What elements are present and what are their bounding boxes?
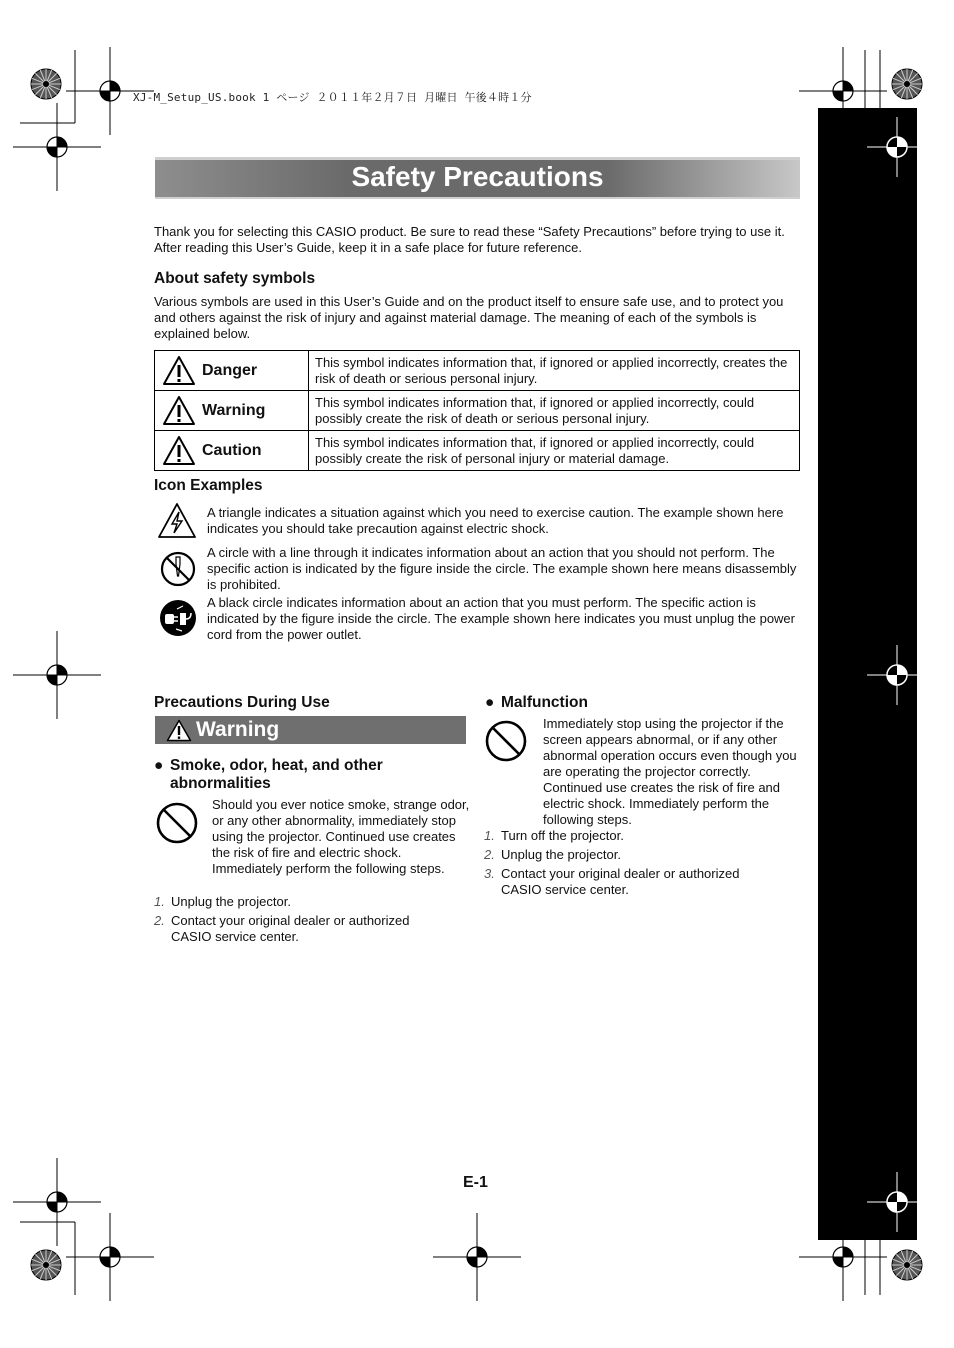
list-item: 1. Turn off the projector. [484, 828, 624, 843]
table-row [155, 431, 800, 471]
no-disassembly-icon [159, 550, 197, 588]
print-header: XJ-M_Setup_US.book 1 ページ ２０１１年２月７日 月曜日 午後４時１分 [133, 91, 532, 104]
electric-shock-triangle-icon [157, 502, 197, 540]
about-text: Various symbols are used in this User’s Guide and on the product itself to ensure safe use, and to protect you and others against the risk of injury and against material damage. The meaning of each of the symbols is explained below. [154, 294, 784, 341]
list-item: 2. Contact your original dealer or authorized CASIO service center. [154, 913, 410, 944]
warning-label: Warning [202, 401, 266, 419]
list-item: 3. Contact your original dealer or authorized CASIO service center. [484, 866, 740, 897]
about-heading: About safety symbols [154, 270, 316, 287]
malfunction-heading: Malfunction [501, 694, 588, 711]
bullet-icon: ● [154, 757, 164, 774]
warning-banner-label: Warning [196, 718, 280, 741]
icon-example-text: A triangle indicates a situation against which you need to exercise caution. The example shown here indicates you should take precaution against electric shock. [207, 505, 784, 536]
prohibited-icon [484, 719, 528, 763]
smoke-heading: Smoke, odor, heat, and other abnormalities [170, 757, 383, 792]
warning-desc: This symbol indicates information that, if ignored or applied incorrectly, could possibly create the risk of death or serious personal injury. [309, 391, 800, 431]
list-item: 1. Unplug the projector. [154, 894, 291, 909]
symbol-table [154, 350, 800, 471]
smoke-text: Should you ever notice smoke, strange odor, or any other abnormality, immediately stop using the projector. Continued use creates the risk of fire and electric shock. Immediately perform the following steps. [212, 797, 470, 876]
precautions-heading: Precautions During Use [154, 694, 330, 711]
warning-icon [162, 395, 196, 426]
page-title: Safety Precautions [351, 161, 604, 192]
smoke-steps [154, 894, 454, 945]
warning-icon [166, 719, 192, 742]
page-number: E-1 [463, 1174, 488, 1191]
prohibited-icon [155, 801, 199, 845]
icon-example-text: A black circle indicates information about an action that you must perform. The specific action is indicated by the figure inside the circle. The example shown here indicates you must unplug the power cord from the power outlet. [207, 595, 795, 642]
caution-icon [162, 435, 196, 466]
danger-icon [162, 355, 196, 386]
danger-label: Danger [202, 361, 258, 379]
icon-examples-heading: Icon Examples [154, 477, 263, 494]
bullet-icon: ● [485, 694, 495, 711]
icon-example-text: A circle with a line through it indicates information about an action that you should not perform. The specific action is indicated by the figure inside the circle. The example shown here means disassembly is prohibited. [207, 545, 797, 592]
side-tab [818, 108, 917, 1240]
danger-desc: This symbol indicates information that, if ignored or applied incorrectly, creates the risk of death or serious personal injury. [309, 351, 800, 391]
caution-label: Caution [202, 441, 262, 459]
intro-text: Thank you for selecting this CASIO product. Be sure to read these “Safety Precautions” before trying to use it. After reading this User’s Guide, keep it in a safe place for future reference. [154, 224, 785, 255]
table-row [155, 391, 800, 431]
malfunction-text: Immediately stop using the projector if the screen appears abnormal, or if any other abnormal operation occurs even though you are operating the projector correctly. Continued use creates the risk of fire and electric shock. Immediately perform the following steps. [543, 716, 797, 827]
unplug-icon [159, 599, 197, 637]
malfunction-steps [484, 828, 784, 898]
caution-desc: This symbol indicates information that, if ignored or applied incorrectly, could possibly create the risk of personal injury or material damage. [309, 431, 800, 471]
list-item: 2. Unplug the projector. [484, 847, 621, 862]
table-row [155, 351, 800, 391]
